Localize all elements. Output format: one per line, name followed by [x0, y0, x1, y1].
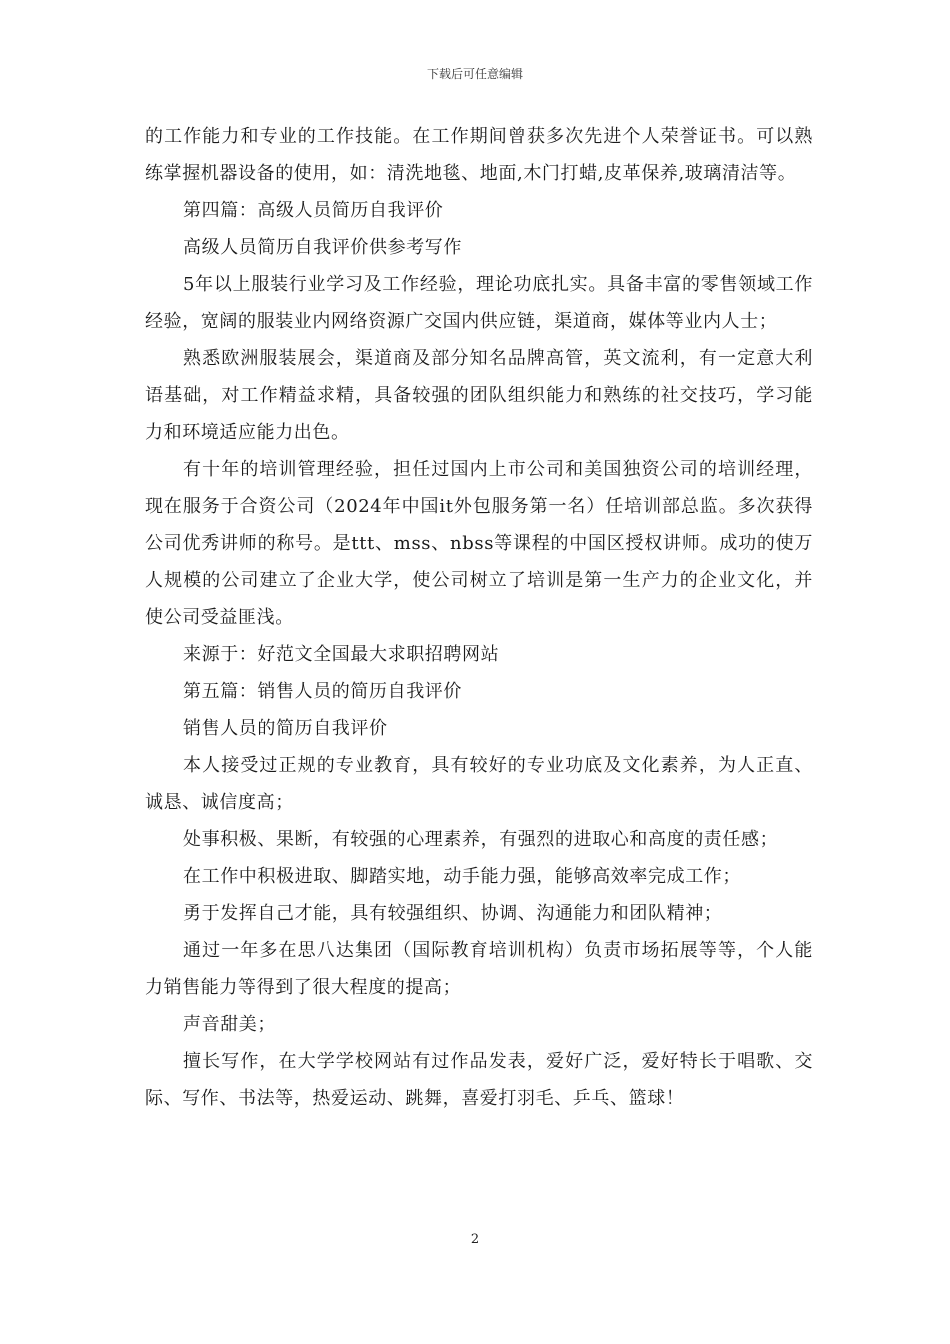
paragraph: 通过一年多在思八达集团（国际教育培训机构）负责市场拓展等等，个人能力销售能力等得到了很大程度的提高；: [145, 940, 813, 998]
paragraph: 有十年的培训管理经验，担任过国内上市公司和美国独资公司的培训经理，现在服务于合资公司（2024年中国it外包服务第一名）任培训部总监。多次获得公司优秀讲师的称号。是ttt、mss、nbss等课程的中国区授权讲师。成功的使万人规模的公司建立了企业大学，使公司树立了培训是第一生产力的企业文化，并使公司受益匪浅。: [145, 459, 813, 628]
paragraph: 声音甜美；: [183, 1014, 276, 1035]
paragraph: 勇于发挥自己才能，具有较强组织、协调、沟通能力和团队精神；: [183, 903, 723, 924]
page-header: 下载后可任意编辑: [426, 67, 523, 81]
paragraph: 处事积极、果断，有较强的心理素养，有强烈的进取心和高度的责任感；: [183, 829, 779, 850]
paragraph: 本人接受过正规的专业教育，具有较好的专业功底及文化素养，为人正直、诚恳、诚信度高；: [145, 755, 813, 813]
paragraph: 高级人员简历自我评价供参考写作: [183, 237, 462, 258]
document-body: [145, 118, 813, 1117]
section-heading: 第五篇：销售人员的简历自我评价: [183, 681, 462, 702]
section-heading: 第四篇：高级人员简历自我评价: [183, 200, 444, 221]
paragraph: 5年以上服装行业学习及工作经验，理论功底扎实。具备丰富的零售领域工作经验，宽阔的服装业内网络资源广交国内供应链，渠道商，媒体等业内人士；: [145, 274, 813, 332]
paragraph: 在工作中积极进取、脚踏实地，动手能力强，能够高效率完成工作；: [183, 866, 741, 887]
paragraph: 熟悉欧洲服装展会，渠道商及部分知名品牌高管，英文流利，有一定意大利语基础，对工作精益求精，具备较强的团队组织能力和熟练的社交技巧，学习能力和环境适应能力出色。: [145, 348, 813, 443]
paragraph: 的工作能力和专业的工作技能。在工作期间曾获多次先进个人荣誉证书。可以熟练掌握机器设备的使用，如：清洗地毯、地面,木门打蜡,皮革保养,玻璃清洁等。: [145, 126, 813, 184]
paragraph: 来源于：好范文全国最大求职招聘网站: [183, 644, 500, 665]
paragraph: 销售人员的简历自我评价: [183, 718, 388, 739]
page-number: 2: [470, 1232, 480, 1247]
paragraph: 擅长写作，在大学学校网站有过作品发表，爱好广泛，爱好特长于唱歌、交际、写作、书法等，热爱运动、跳舞，喜爱打羽毛、乒乓、篮球！: [145, 1051, 813, 1109]
